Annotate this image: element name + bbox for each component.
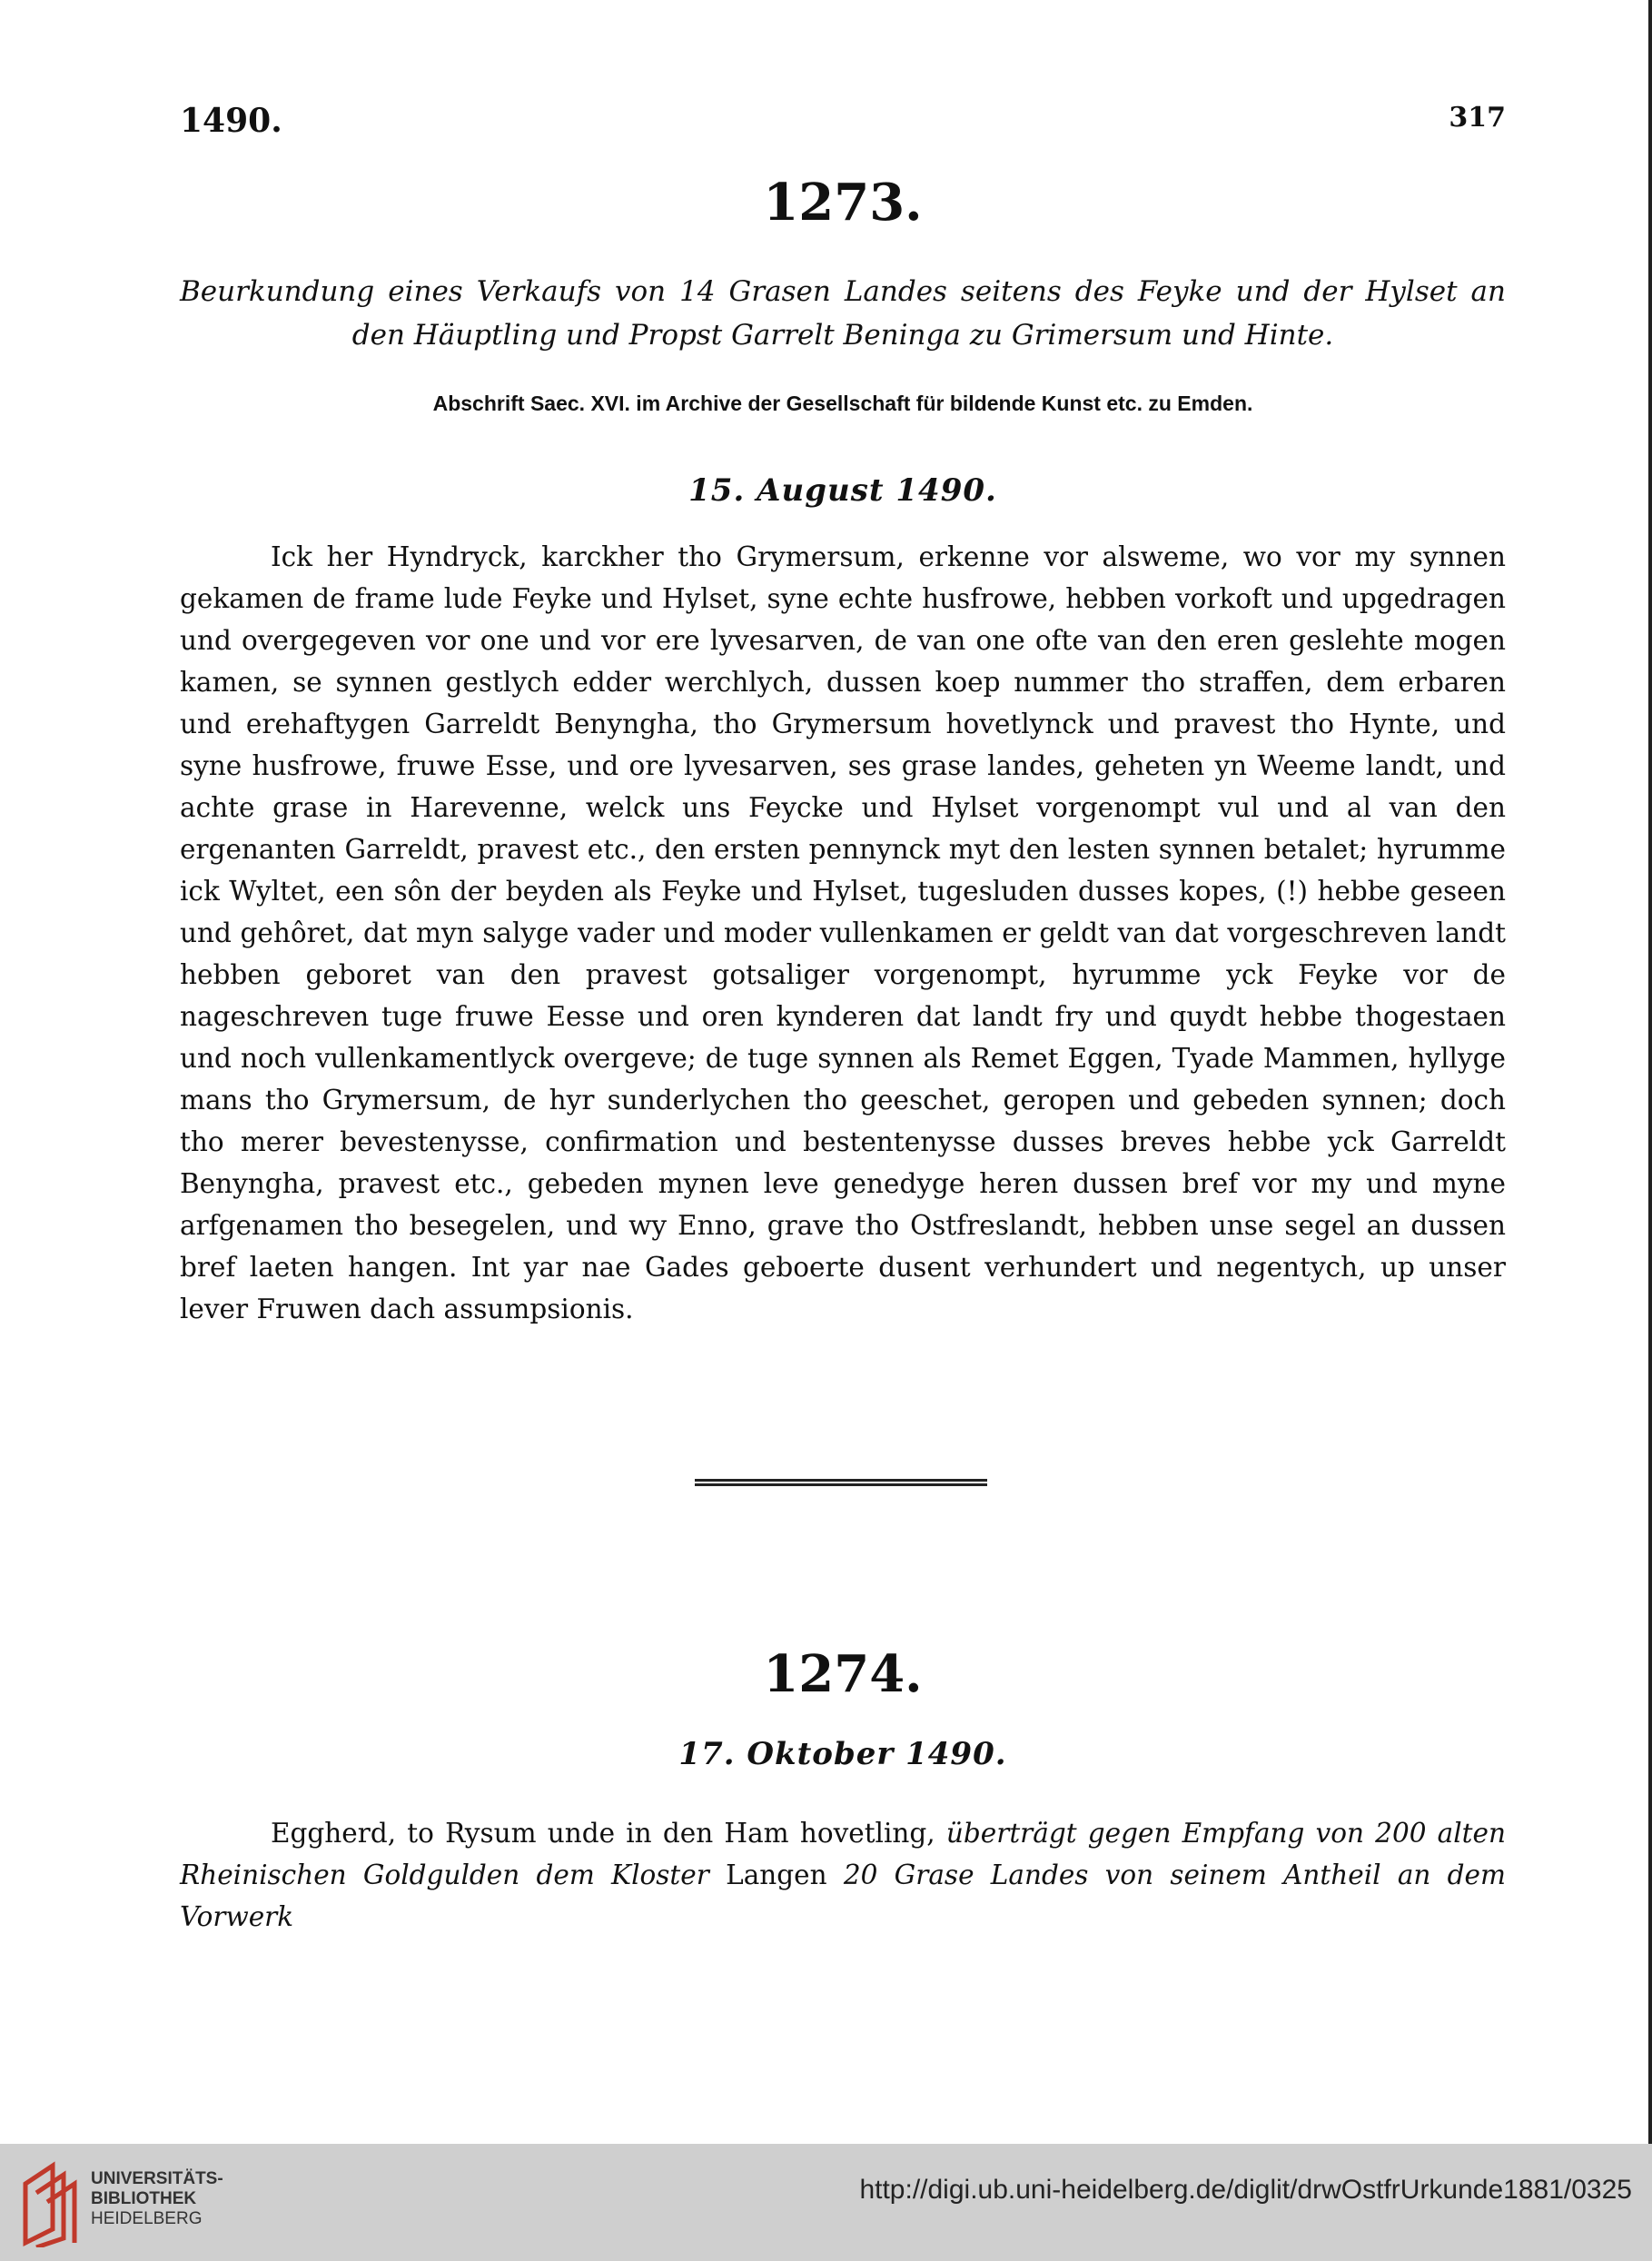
document-number: 1273.	[763, 173, 923, 233]
document-text	[180, 1812, 1506, 1938]
text-part: Langen	[708, 1859, 844, 1891]
logo-line: HEIDELBERG	[91, 2209, 203, 2228]
text-part-italic: 20 Grase Landes von seinem Antheil an dem Vorwerk	[180, 1859, 1506, 1933]
document-1273	[180, 173, 1506, 1330]
footer-bar	[0, 2144, 1652, 2261]
source-note: Abschrift Saec. XVI. im Archive der Gesellschaft für bildende Kunst etc. zu Emden.	[432, 392, 1253, 416]
document-text: Ick her Hyndryck, karckher tho Grymersum, erkenne vor alsweme, wo vor my synnen gekamen de frame lude Feyke und Hylset, syne echte husfrowe, hebben vorkoft und upgedragen und overgegeven vor one und vor ere lyvesarven, de van one ofte van den eren geslehte mogen kamen, se synnen gestlych edder werchlych, dussen koep nummer tho straffen, dem erbaren und erehaftygen Garreldt Benyngha, tho Grymersum hovetlynck und pravest tho Hynte, und syne husfrowe, fruwe Esse, und ore lyvesarven, ses grase landes, geheten yn Weeme landt, und achte grase in Harevenne, welck uns Feycke und Hylset vorgenompt vul und al van den ergenanten Garreldt, pravest etc., den ersten pennynck myt den lesten synnen betalet; hyrumme ick Wyltet, een sôn der beyden als Feyke und Hylset, tugesluden dusses kopes, (!) hebbe geseen und gehôret, dat myn salyge vader und moder vullenkamen er geldt van dat vorgeschreven landt hebben geboret van den pravest gotsaliger vorgenompt, hyrumme yck Feyke vor de nageschreven tuge fruwe Eesse und oren kynderen dat landt fry und quydt hebbe thogestaen und noch vullenkamentlyck overgeve; de tuge synnen als Remet Eggen, Tyade Mammen, hyllyge mans tho Grymersum, de hyr sunderlychen tho geeschet, geropen und gebeden synnen; doch tho merer bevestenysse, confirmation und bestentenysse dusses breves hebbe yck Garreldt Benyngha, pravest etc., gebeden mynen leve genedyge heren dussen bref vor my und myne arfgenamen tho besegelen, und wy Enno, grave tho Ostfreslandt, hebben unse segel an dussen bref laeten hangen. Int yar nae Gades geboerte dusent verhundert und negentych, up unser lever Fruwen dach assumpsionis.	[180, 541, 1506, 1325]
source-url[interactable]: http://digi.ub.uni-heidelberg.de/diglit/drwOstfrUrkunde1881/0325	[859, 2175, 1632, 2205]
running-head-year: 1490.	[180, 102, 282, 140]
document-1274	[180, 1644, 1506, 1938]
logo-line: UNIVERSITÄTS-	[91, 2169, 223, 2188]
logo-line: BIBLIOTHEK	[91, 2189, 197, 2208]
library-book-icon	[16, 2157, 96, 2247]
document-number: 1274.	[763, 1644, 923, 1704]
document-date: 15. August 1490.	[688, 472, 997, 510]
section-separator	[695, 1479, 987, 1486]
running-head	[180, 102, 1506, 147]
text-part: Eggherd, to Rysum unde in den Ham hovetling,	[271, 1818, 946, 1849]
document-date: 17. Oktober 1490.	[678, 1736, 1007, 1773]
text-part-italic: überträgt gegen Empfang von 200 alten Rheinischen Goldgulden dem Kloster	[180, 1818, 1506, 1891]
library-logo-text	[91, 2169, 223, 2229]
regest: Beurkundung eines Verkaufs von 14 Grasen Landes seitens des Feyke und der Hylset an den Häuptling und Propst Garrelt Beninga zu Grimersum und Hinte.	[180, 275, 1506, 352]
page-number: 317	[1449, 102, 1506, 134]
